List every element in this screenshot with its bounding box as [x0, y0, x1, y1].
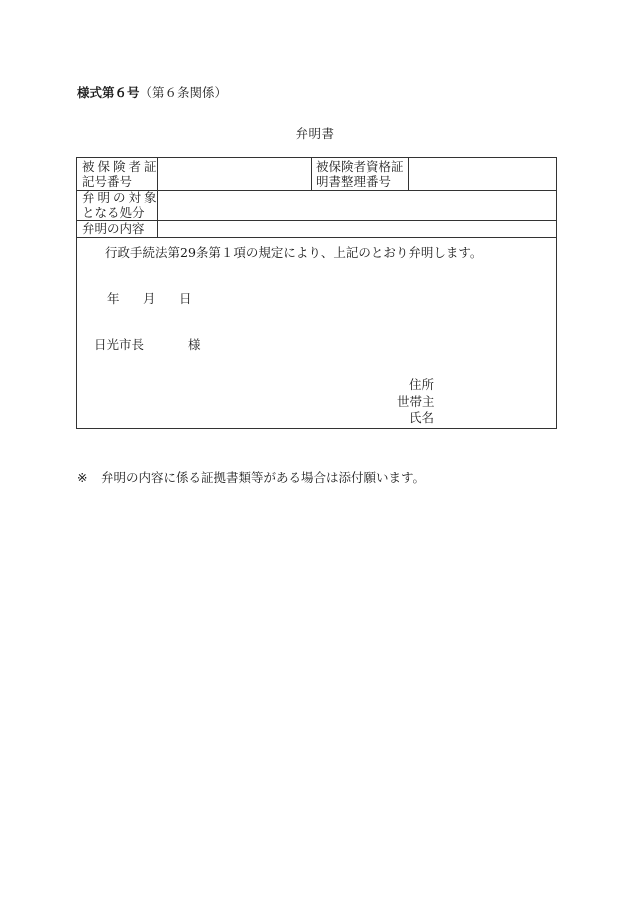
note-mark: ※ [77, 470, 88, 485]
row-divider-2 [77, 220, 556, 221]
certificate-label-line2: 明書整理番号 [316, 174, 392, 189]
name-label: 氏名 [409, 410, 435, 425]
statement-form-table [76, 157, 557, 429]
disposition-label-line1: 弁明の対象 [82, 190, 160, 205]
form-relation: （第６条関係） [139, 85, 228, 100]
row-divider-3 [77, 237, 556, 238]
date-year: 年 [107, 291, 120, 306]
address-label: 住所 [409, 377, 435, 392]
addressee: 日光市長 [94, 337, 145, 352]
right-column-divider [408, 158, 409, 190]
honorific: 様 [188, 337, 201, 352]
statement-text: 行政手続法第29条第１項の規定により、上記のとおり弁明します。 [105, 245, 483, 260]
note-text: 弁明の内容に係る証拠書類等がある場合は添付願います。 [101, 470, 426, 485]
form-number-label: 様式第６号 [77, 85, 140, 100]
disposition-label-line2: となる処分 [82, 205, 145, 220]
attachment-note [77, 468, 425, 486]
document-title: 弁明書 [295, 126, 335, 141]
form-number [77, 83, 227, 101]
certificate-label-line1: 被保険者資格証 [316, 159, 404, 174]
insured-id-label-line2: 記号番号 [82, 174, 133, 189]
middle-column-divider [311, 158, 312, 190]
date-month: 月 [143, 291, 156, 306]
household-head-label: 世帯主 [397, 394, 435, 409]
insured-id-label-line1: 被保険者証 [82, 159, 160, 174]
date-day: 日 [179, 291, 192, 306]
content-label: 弁明の内容 [82, 221, 145, 236]
